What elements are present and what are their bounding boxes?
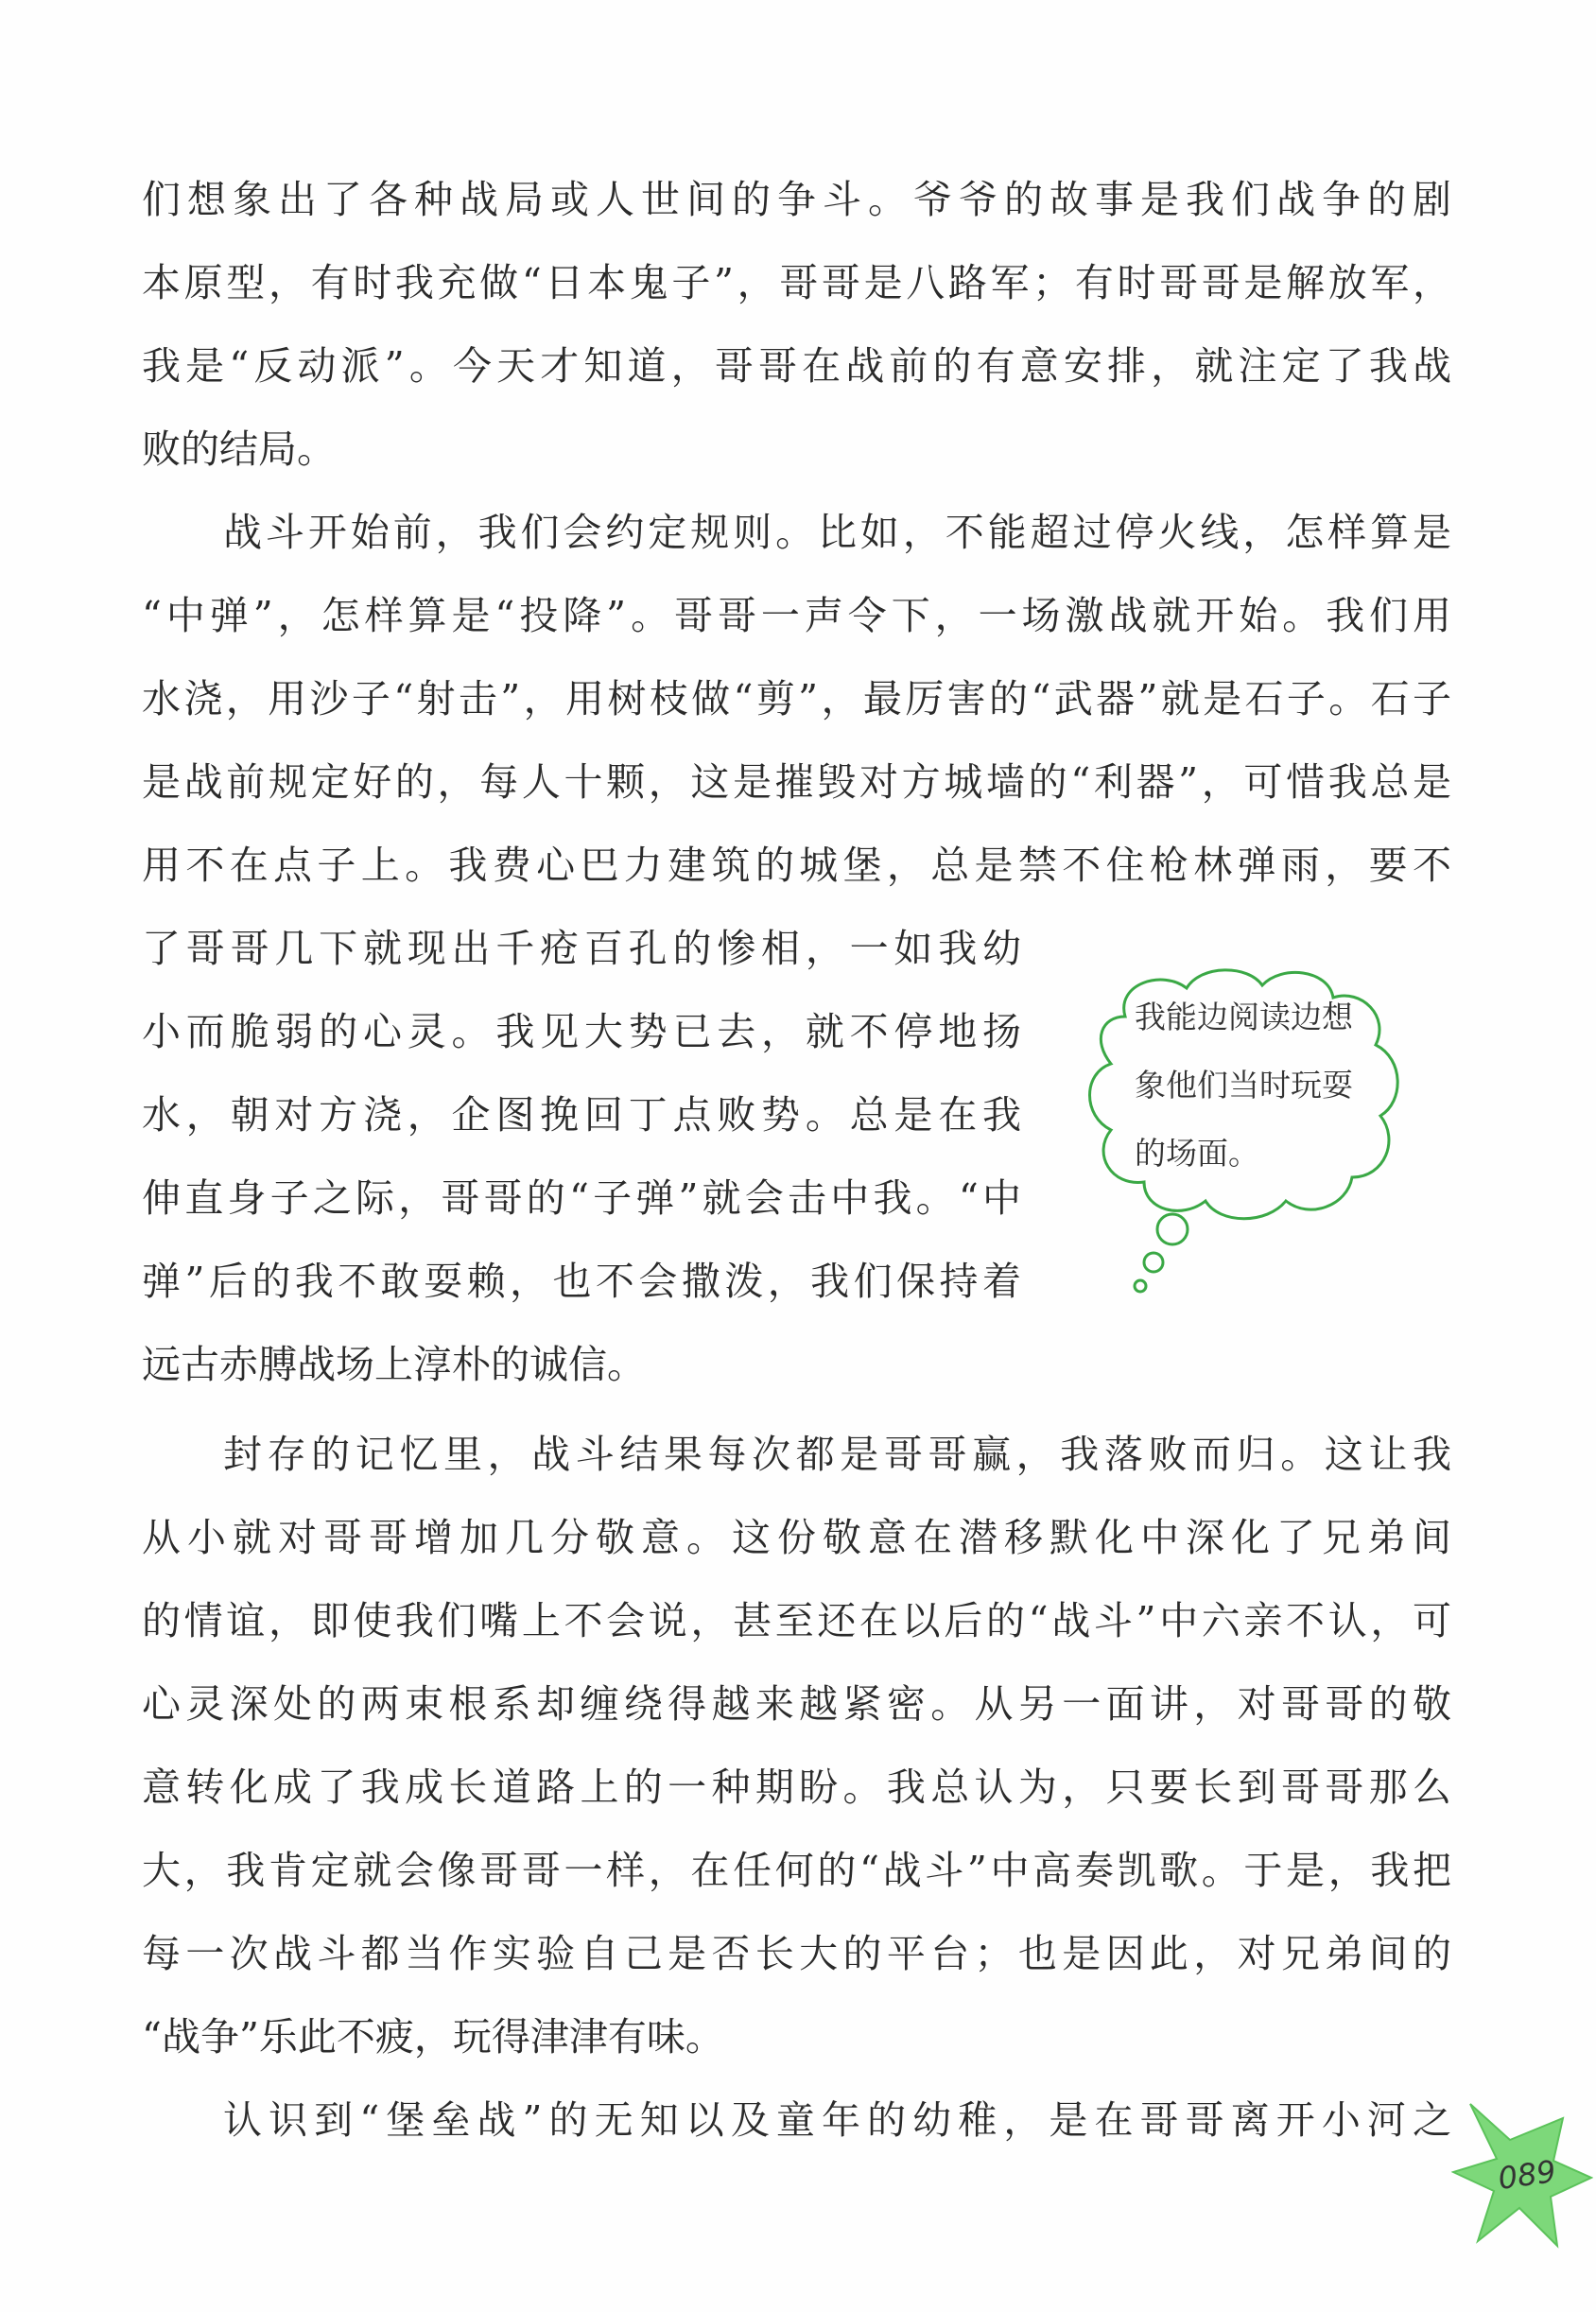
text-line: 认识到“堡垒战”的无知以及童年的幼稚，是在哥哥离开小河之 bbox=[223, 2097, 1451, 2143]
text-line: 大，我肯定就会像哥哥一样，在任何的“战斗”中高奏凯歌。于是，我把 bbox=[142, 1848, 1451, 1893]
text-line: “中弹”，怎样算是“投降”。哥哥一声令下，一场激战就开始。我们用 bbox=[142, 593, 1451, 638]
text-line: 水，朝对方浇，企图挽回丁点败势。总是在我 bbox=[142, 1092, 1021, 1138]
bubble-line: 象他们当时玩耍 bbox=[1135, 1067, 1353, 1104]
text-line: 用不在点子上。我费心巴力建筑的城堡，总是禁不住枪林弹雨，要不 bbox=[142, 843, 1451, 888]
text-line: 了哥哥几下就现出千疮百孔的惨相，一如我幼 bbox=[142, 926, 1021, 971]
text-line: 每一次战斗都当作实验自己是否长大的平台；也是因此，对兄弟间的 bbox=[142, 1931, 1451, 1976]
text-line: 我是“反动派”。今天才知道，哥哥在战前的有意安排，就注定了我战 bbox=[142, 343, 1451, 389]
text-line: 远古赤膊战场上淳朴的诚信。 bbox=[142, 1342, 646, 1387]
text-line: 弹”后的我不敢耍赖，也不会撒泼，我们保持着 bbox=[142, 1259, 1021, 1304]
text-line: “战争”乐此不疲，玩得津津有味。 bbox=[142, 2014, 724, 2060]
text-line: 意转化成了我成长道路上的一种期盼。我总认为，只要长到哥哥那么 bbox=[142, 1764, 1451, 1810]
text-line: 伸直身子之际，哥哥的“子弹”就会击中我。“中 bbox=[142, 1175, 1021, 1221]
paragraph-3 bbox=[142, 1413, 1451, 2078]
paragraph-1 bbox=[142, 158, 1451, 491]
page-number: 089 bbox=[1496, 2152, 1558, 2198]
text-line: 水浇，用沙子“射击”，用树枝做“剪”，最厉害的“武器”就是石子。石子 bbox=[142, 676, 1451, 721]
text-line: 们想象出了各种战局或人世间的争斗。爷爷的故事是我们战争的剧 bbox=[142, 177, 1451, 222]
page-number-badge bbox=[1451, 2066, 1593, 2307]
text-line: 战斗开始前，我们会约定规则。比如，不能超过停火线，怎样算是 bbox=[223, 510, 1451, 555]
text-line: 的情谊，即使我们嘴上不会说，甚至还在以后的“战斗”中六亲不认，可 bbox=[142, 1598, 1451, 1643]
text-line: 是战前规定好的，每人十颗，这是摧毁对方城墙的“利器”，可惜我总是 bbox=[142, 759, 1451, 805]
text-line: 小而脆弱的心灵。我见大势已去，就不停地扬 bbox=[142, 1009, 1021, 1054]
text-line: 封存的记忆里，战斗结果每次都是哥哥赢，我落败而归。这让我 bbox=[223, 1432, 1451, 1477]
bubble-line: 我能边阅读边想 bbox=[1135, 999, 1353, 1035]
text-line: 从小就对哥哥增加几分敬意。这份敬意在潜移默化中深化了兄弟间 bbox=[142, 1515, 1451, 1560]
thought-bubble-text bbox=[1135, 983, 1418, 1188]
paragraph-4 bbox=[142, 2078, 1451, 2162]
text-line: 败的结局。 bbox=[142, 426, 336, 472]
text-line: 本原型，有时我充做“日本鬼子”，哥哥是八路军；有时哥哥是解放军， bbox=[142, 260, 1451, 305]
bubble-line: 的场面。 bbox=[1135, 1135, 1259, 1172]
text-line: 心灵深处的两束根系却缠绕得越来越紧密。从另一面讲，对哥哥的敬 bbox=[142, 1681, 1451, 1727]
thought-bubble bbox=[1059, 965, 1428, 1305]
